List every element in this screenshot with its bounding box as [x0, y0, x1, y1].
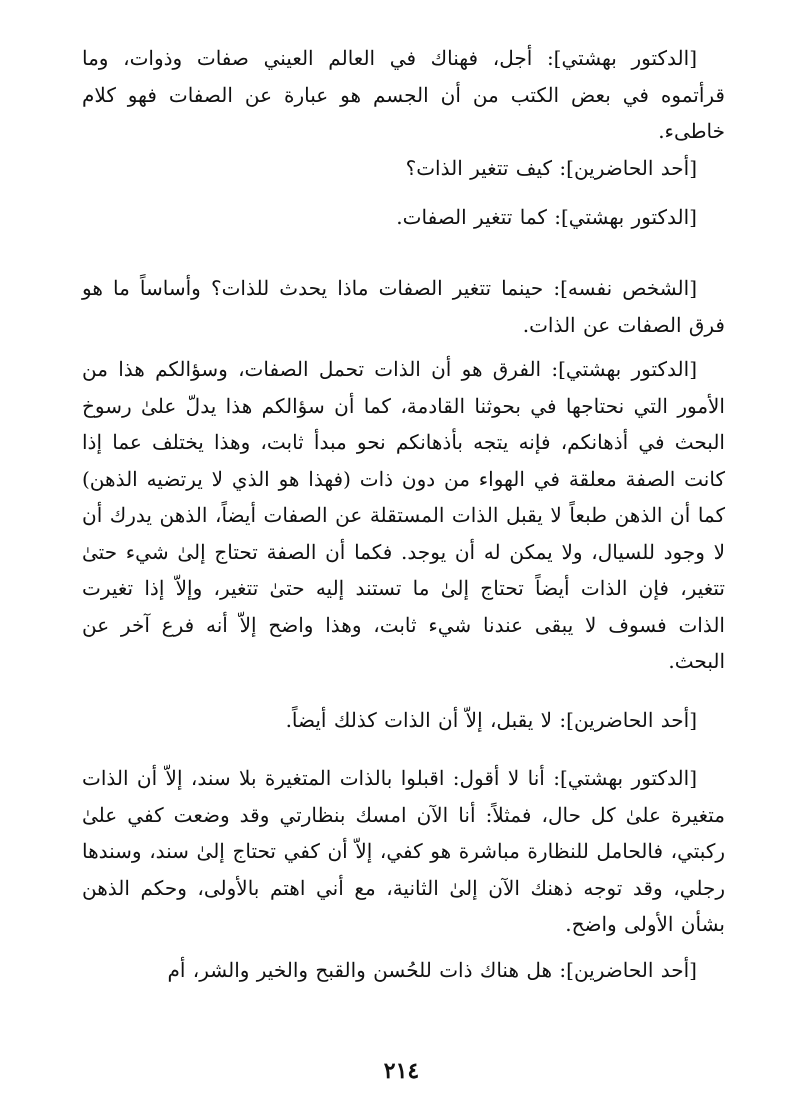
paragraph-8: [أحد الحاضرين]: هل هناك ذات للحُسن والقبح والخير والشر، أم	[167, 958, 697, 982]
paragraph-6: [أحد الحاضرين]: لا يقبل، إلاّ أن الذات كذلك أيضاً.	[285, 708, 697, 732]
paragraph-7: [الدكتور بهشتي]: أنا لا أقول: اقبلوا بالذات المتغيرة بلا سند، إلاّ أن الذات متغيرة علىٰ كل حال، فمثلاً: أنا الآن امسك بنظارتي وقد وضعت كفي علىٰ ركبتي، فالحامل للنظارة مباشرة هو كفي، إلاّ أن كفي تحتاج إلىٰ سند، وسندها رجلي، وقد توجه ذهنك الآن إلىٰ الثانية، مع أني اهتم بالأولى، وحكم الذهن بشأن الأولى واضح.	[82, 766, 725, 936]
paragraph-2: [أحد الحاضرين]: كيف تتغير الذات؟	[405, 156, 697, 180]
paragraph-4: [الشخص نفسه]: حينما تتغير الصفات ماذا يحدث للذات؟ وأساساً ما هو فرق الصفات عن الذات.	[82, 276, 725, 337]
paragraph-5: [الدكتور بهشتي]: الفرق هو أن الذات تحمل الصفات، وسؤالكم هذا من الأمور التي نحتاجها في بحوثنا القادمة، كما أن سؤالكم هذا يدلّ علىٰ رسوخ البحث في أذهانكم، فإنه يتجه بأذهانكم نحو مبدأ ثابت، وهذا يختلف عما إذا كانت الصفة معلقة في الهواء من دون ذات (فهذا هو الذي لا يرتضيه الذهن) كما أن الذهن طبعاً لا يقبل الذات المستقلة عن الصفات أيضاً، الذهن يدرك أن لا وجود للسيال، ولا يمكن له أن يوجد. فكما أن الصفة تحتاج إلىٰ شيء حتىٰ تتغير، فإن الذات أيضاً تحتاج إلىٰ ما تستند إليه حتىٰ تتغير، وإلاّ إذا تغيرت الذات فسوف لا يبقى عندنا شيء ثابت، وهذا واضح إلاّ أنه فرع آخر عن البحث.	[82, 357, 725, 673]
page-number: ٢١٤	[383, 1058, 420, 1084]
paragraph-1: [الدكتور بهشتي]: أجل، فهناك في العالم العيني صفات وذوات، وما قرأتموه في بعض الكتب من أن الجسم هو عبارة عن الصفات فهو كلام خاطىء.	[82, 46, 725, 143]
paragraph-3: [الدكتور بهشتي]: كما تتغير الصفات.	[396, 205, 697, 229]
